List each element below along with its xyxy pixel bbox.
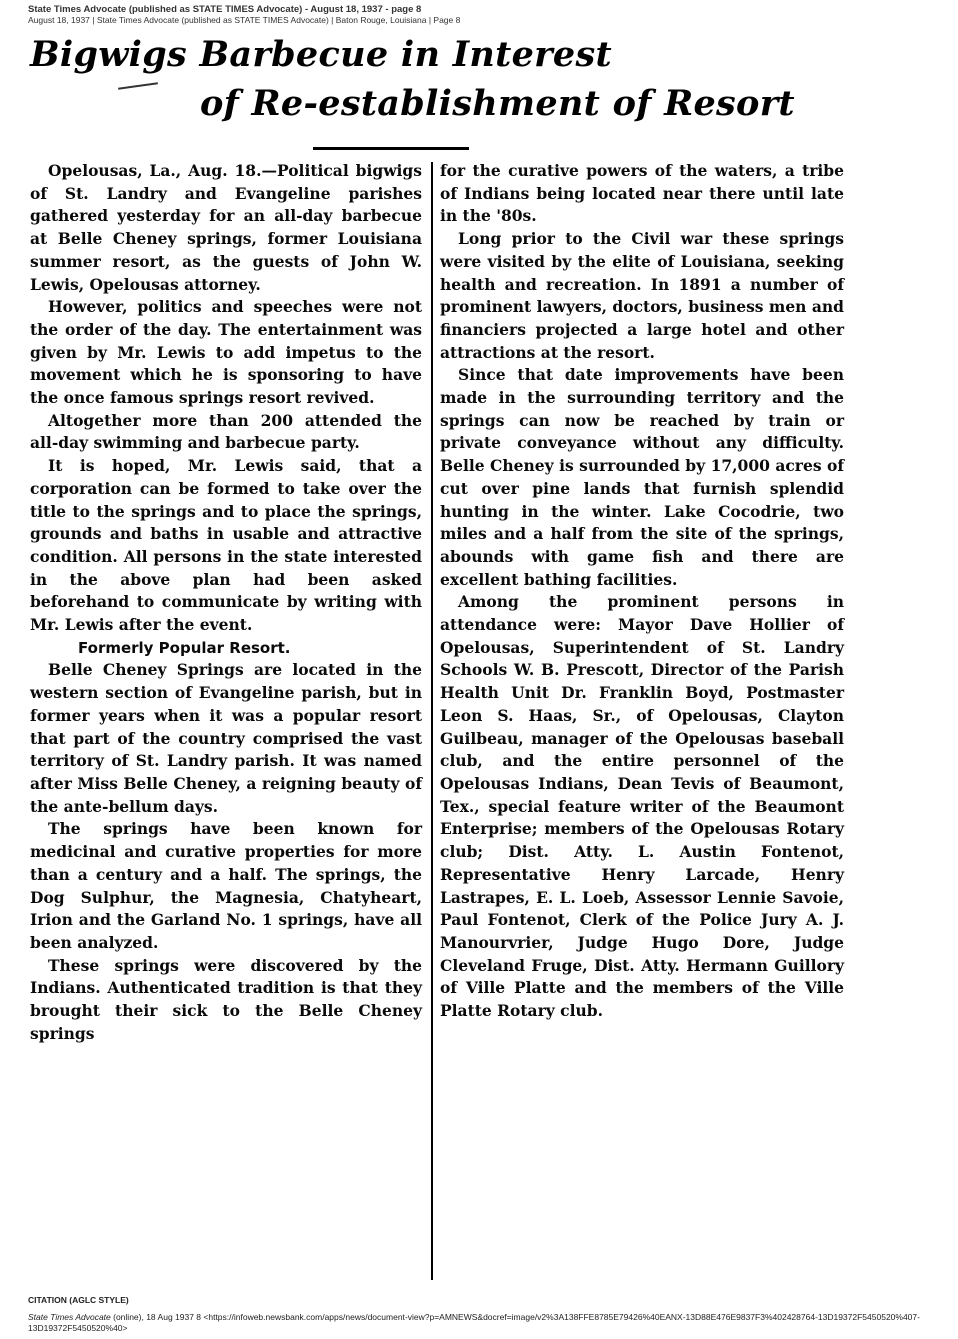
article-left-column	[30, 160, 422, 1045]
headline-line-2: of Re-establishment of Resort	[200, 83, 795, 124]
header-title: State Times Advocate (published as STATE TIMES Advocate) - August 18, 1937 - page 8	[28, 4, 422, 15]
headline-line-1: Bigwigs Barbecue in Interest	[30, 34, 612, 75]
paragraph: Opelousas, La., Aug. 18.—Political bigwigs of St. Landry and Evangeline parishes gathered yesterday for an all-day barbecue at Belle Cheney springs, former Louisiana summer resort, as the guests of John W. Lewis, Opelousas attorney.	[30, 161, 422, 294]
citation-label: CITATION (AGLC STYLE)	[28, 1295, 129, 1305]
citation-block	[28, 1294, 944, 1334]
headline-rule	[313, 147, 469, 150]
header-subtitle: August 18, 1937 | State Times Advocate (published as STATE TIMES Advocate) | Baton Rouge, Louisiana | Page 8	[28, 15, 461, 25]
paragraph: Long prior to the Civil war these springs were visited by the elite of Louisiana, seeking health and recreation. In 1891 a number of prominent lawyers, doctors, business men and financiers projected a large hotel and other attractions at the resort.	[440, 229, 844, 362]
article-headline	[30, 30, 910, 128]
paragraph: Altogether more than 200 attended the all-day swimming and barbecue party.	[30, 410, 422, 453]
column-divider	[431, 162, 433, 1280]
paragraph: The springs have been known for medicinal and curative properties for more than a century and a half. The springs, the Dog Sulphur, the Magnesia, Chatyheart, Irion and the Garland No. 1 springs, have all been analyzed.	[30, 819, 422, 952]
citation-details: (online), 18 Aug 1937 8 <https://infoweb.newsbank.com/apps/news/document-view?p=AMNEWS&docref=image/v2%3A138FFE8785E79426%40EANX-13D88E476E9837F3%402428764-13D19372F5450520%407-13D19372F5450520%40>	[28, 1312, 920, 1333]
page-header	[28, 4, 948, 26]
paragraph: These springs were discovered by the Indians. Authenticated tradition is that they brought their sick to the Belle Cheney springs	[30, 955, 422, 1043]
article-right-column	[440, 160, 844, 1023]
paragraph: It is hoped, Mr. Lewis said, that a corporation can be formed to take over the title to the springs and to place the springs, grounds and baths in usable and attractive condition. All persons in the state interested in the above plan had been asked beforehand to communicate by writing with Mr. Lewis after the event.	[30, 456, 422, 635]
citation-source: State Times Advocate	[28, 1312, 111, 1322]
paragraph: Among the prominent persons in attendance were: Mayor Dave Hollier of Opelousas, Superintendent of St. Landry Schools W. B. Prescott, Director of the Parish Health Unit Dr. Franklin Boyd, Postmaster Leon S. Haas, Sr., of Opelousas, Clayton Guilbeau, manager of the Opelousas baseball club, and the entire personnel of the Opelousas Indians, Dean Tevis of Beaumont, Tex., special feature writer of the Beaumont Enterprise; members of the Opelousas Rotary club; Dist. Atty. L. Austin Fontenot, Representative Henry Larcade, Henry Lastrapes, E. L. Loeb, Assessor Lennie Savoie, Paul Fontenot, Clerk of the Police Jury A. J. Manourvrier, Judge Hugo Dore, Judge Cleveland Fruge, Dist. Atty. Hermann Guillory of Ville Platte and the members of the Ville Platte Rotary club.	[440, 592, 844, 1021]
article-subhead: Formerly Popular Resort.	[78, 638, 291, 657]
paragraph: Since that date improvements have been made in the surrounding territory and the springs can now be reached by train or private conveyance without any difficulty. Belle Cheney is surrounded by 17,000 acres of cut over pine lands that furnish splendid hunting in the winter. Lake Cocodrie, two miles and a half from the site of the springs, abounds with game fish and there are excellent bathing facilities.	[440, 365, 844, 589]
citation-text[interactable]	[28, 1312, 944, 1334]
paragraph: However, politics and speeches were not the order of the day. The entertainment was given by Mr. Lewis to add impetus to the movement which he is sponsoring to have the once famous springs resort revived.	[30, 297, 422, 408]
paragraph: Belle Cheney Springs are located in the western section of Evangeline parish, but in former years when it was a popular resort that part of the country comprised the vast territory of St. Landry parish. It was named after Miss Belle Cheney, a reigning beauty of the ante-bellum days.	[30, 660, 422, 816]
paragraph-continued: for the curative powers of the waters, a tribe of Indians being located near there until late in the '80s.	[440, 161, 844, 226]
